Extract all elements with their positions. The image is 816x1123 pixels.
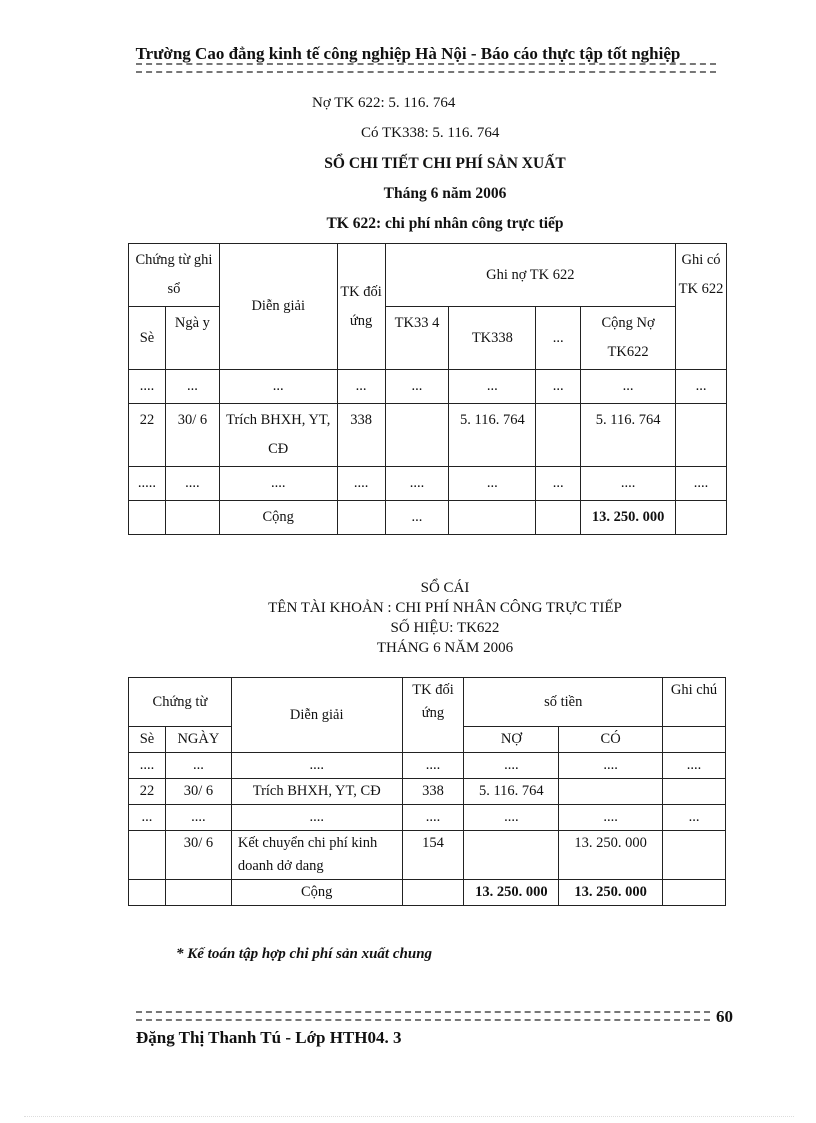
cell: .... — [231, 805, 402, 831]
cell: .... — [165, 805, 231, 831]
cell: .... — [559, 805, 663, 831]
page-header-title: Trường Cao đẳng kinh tế công nghiệp Hà Nội - Báo cáo thực tập tốt nghiệp — [135, 44, 681, 63]
cell: 5. 116. 764 — [449, 404, 536, 467]
table-row — [129, 779, 726, 805]
cell: .... — [219, 467, 337, 501]
cell: Kết chuyển chi phí kinh doanh dở dang — [231, 831, 402, 880]
table-row — [129, 404, 727, 467]
general-ledger-code: SỐ HIỆU: TK622 — [390, 620, 500, 636]
total-co: 13. 250. 000 — [559, 880, 663, 906]
cell: ... — [219, 370, 337, 404]
table-row — [129, 370, 727, 404]
cell — [559, 779, 663, 805]
cell: ... — [581, 370, 676, 404]
header-ghi-chu: Ghi chú — [663, 678, 726, 727]
table-row — [129, 805, 726, 831]
header-double-line — [136, 63, 716, 73]
total-tk334: ... — [385, 501, 449, 535]
cell: 30/ 6 — [165, 404, 219, 467]
header-ghi-co: Ghi có TK 622 — [676, 244, 727, 370]
cell: 30/ 6 — [165, 779, 231, 805]
total-cong-no: 13. 250. 000 — [581, 501, 676, 535]
cell: .... — [129, 753, 166, 779]
cell: .... — [676, 467, 727, 501]
cell: ... — [129, 805, 166, 831]
footer-double-line — [136, 1011, 710, 1021]
header-se: Sè — [129, 727, 166, 753]
entry-credit: Có TK338: 5. 116. 764 — [361, 125, 500, 141]
cell: 22 — [129, 404, 166, 467]
header-so-tien: số tiền — [464, 678, 663, 727]
cell: Trích BHXH, YT, CĐ — [231, 779, 402, 805]
cell: ... — [676, 370, 727, 404]
cell: .... — [464, 753, 559, 779]
header-dien-giai: Diễn giải — [219, 244, 337, 370]
total-row — [129, 880, 726, 906]
detail-ledger-table — [128, 243, 727, 535]
header-tk-doi-ung: TK đối ứng — [337, 244, 385, 370]
cell: ... — [337, 370, 385, 404]
header-ngay: NGÀY — [165, 727, 231, 753]
header-chung-tu: Chứng từ — [129, 678, 232, 727]
cell: .... — [402, 805, 464, 831]
cell: 338 — [402, 779, 464, 805]
total-no: 13. 250. 000 — [464, 880, 559, 906]
cell: 5. 116. 764 — [464, 779, 559, 805]
cell: 154 — [402, 831, 464, 880]
cell: ... — [165, 753, 231, 779]
section-heading: * Kế toán tập hợp chi phí sản xuất chung — [176, 946, 433, 962]
cell — [663, 779, 726, 805]
cell — [464, 831, 559, 880]
cell — [676, 404, 727, 467]
cell: .... — [231, 753, 402, 779]
header-tk-doi-ung: TK đối ứng — [402, 678, 464, 753]
general-ledger-account-name: TÊN TÀI KHOẢN : CHI PHÍ NHÂN CÔNG TRỰC TIẾP — [268, 600, 622, 616]
general-ledger-table — [128, 677, 726, 906]
table-row — [129, 753, 726, 779]
cell: 5. 116. 764 — [581, 404, 676, 467]
header-no: NỢ — [464, 727, 559, 753]
cell: .... — [165, 467, 219, 501]
cell: ..... — [129, 467, 166, 501]
cell — [663, 831, 726, 880]
cell — [129, 831, 166, 880]
cell: .... — [559, 753, 663, 779]
cell: ... — [165, 370, 219, 404]
cell: .... — [337, 467, 385, 501]
header-co: CÓ — [559, 727, 663, 753]
total-label: Cộng — [231, 880, 402, 906]
total-label: Cộng — [219, 501, 337, 535]
header-cong-no: Cộng Nợ TK622 — [581, 307, 676, 370]
cell: .... — [581, 467, 676, 501]
cell — [536, 404, 581, 467]
cell: ... — [385, 370, 449, 404]
cell: .... — [385, 467, 449, 501]
page-number: 60 — [716, 1007, 733, 1026]
detail-ledger-month: Tháng 6 năm 2006 — [383, 185, 507, 202]
cell — [385, 404, 449, 467]
cell: ... — [449, 467, 536, 501]
general-ledger-title: SỔ CÁI — [420, 580, 470, 596]
cell: 30/ 6 — [165, 831, 231, 880]
cell: Trích BHXH, YT, CĐ — [219, 404, 337, 467]
table-row — [129, 467, 727, 501]
detail-ledger-title: SỔ CHI TIẾT CHI PHÍ SẢN XUẤT — [324, 155, 566, 172]
table-row — [129, 831, 726, 880]
cell: 338 — [337, 404, 385, 467]
header-dien-giai: Diễn giải — [231, 678, 402, 753]
total-row — [129, 501, 727, 535]
footer-author: Đặng Thị Thanh Tú - Lớp HTH04. 3 — [136, 1028, 402, 1047]
cell: .... — [129, 370, 166, 404]
header-se: Sè — [129, 307, 166, 370]
cell: .... — [402, 753, 464, 779]
entry-debit: Nợ TK 622: 5. 116. 764 — [312, 95, 456, 111]
header-ngay: Ngà y — [165, 307, 219, 370]
general-ledger-month: THÁNG 6 NĂM 2006 — [376, 640, 514, 656]
cell: 13. 250. 000 — [559, 831, 663, 880]
header-tk334: TK33 4 — [385, 307, 449, 370]
cell: 22 — [129, 779, 166, 805]
cell: .... — [464, 805, 559, 831]
cell: ... — [536, 370, 581, 404]
cell: ... — [663, 805, 726, 831]
header-ghi-no: Ghi nợ TK 622 — [385, 244, 675, 307]
cell: .... — [663, 753, 726, 779]
bottom-divider — [24, 1116, 794, 1117]
cell: ... — [449, 370, 536, 404]
detail-ledger-account: TK 622: chi phí nhân công trực tiếp — [326, 215, 564, 232]
cell: ... — [536, 467, 581, 501]
header-tk338: TK338 — [449, 307, 536, 370]
header-chung-tu: Chứng từ ghi sổ — [129, 244, 220, 307]
header-dots: ... — [536, 307, 581, 370]
